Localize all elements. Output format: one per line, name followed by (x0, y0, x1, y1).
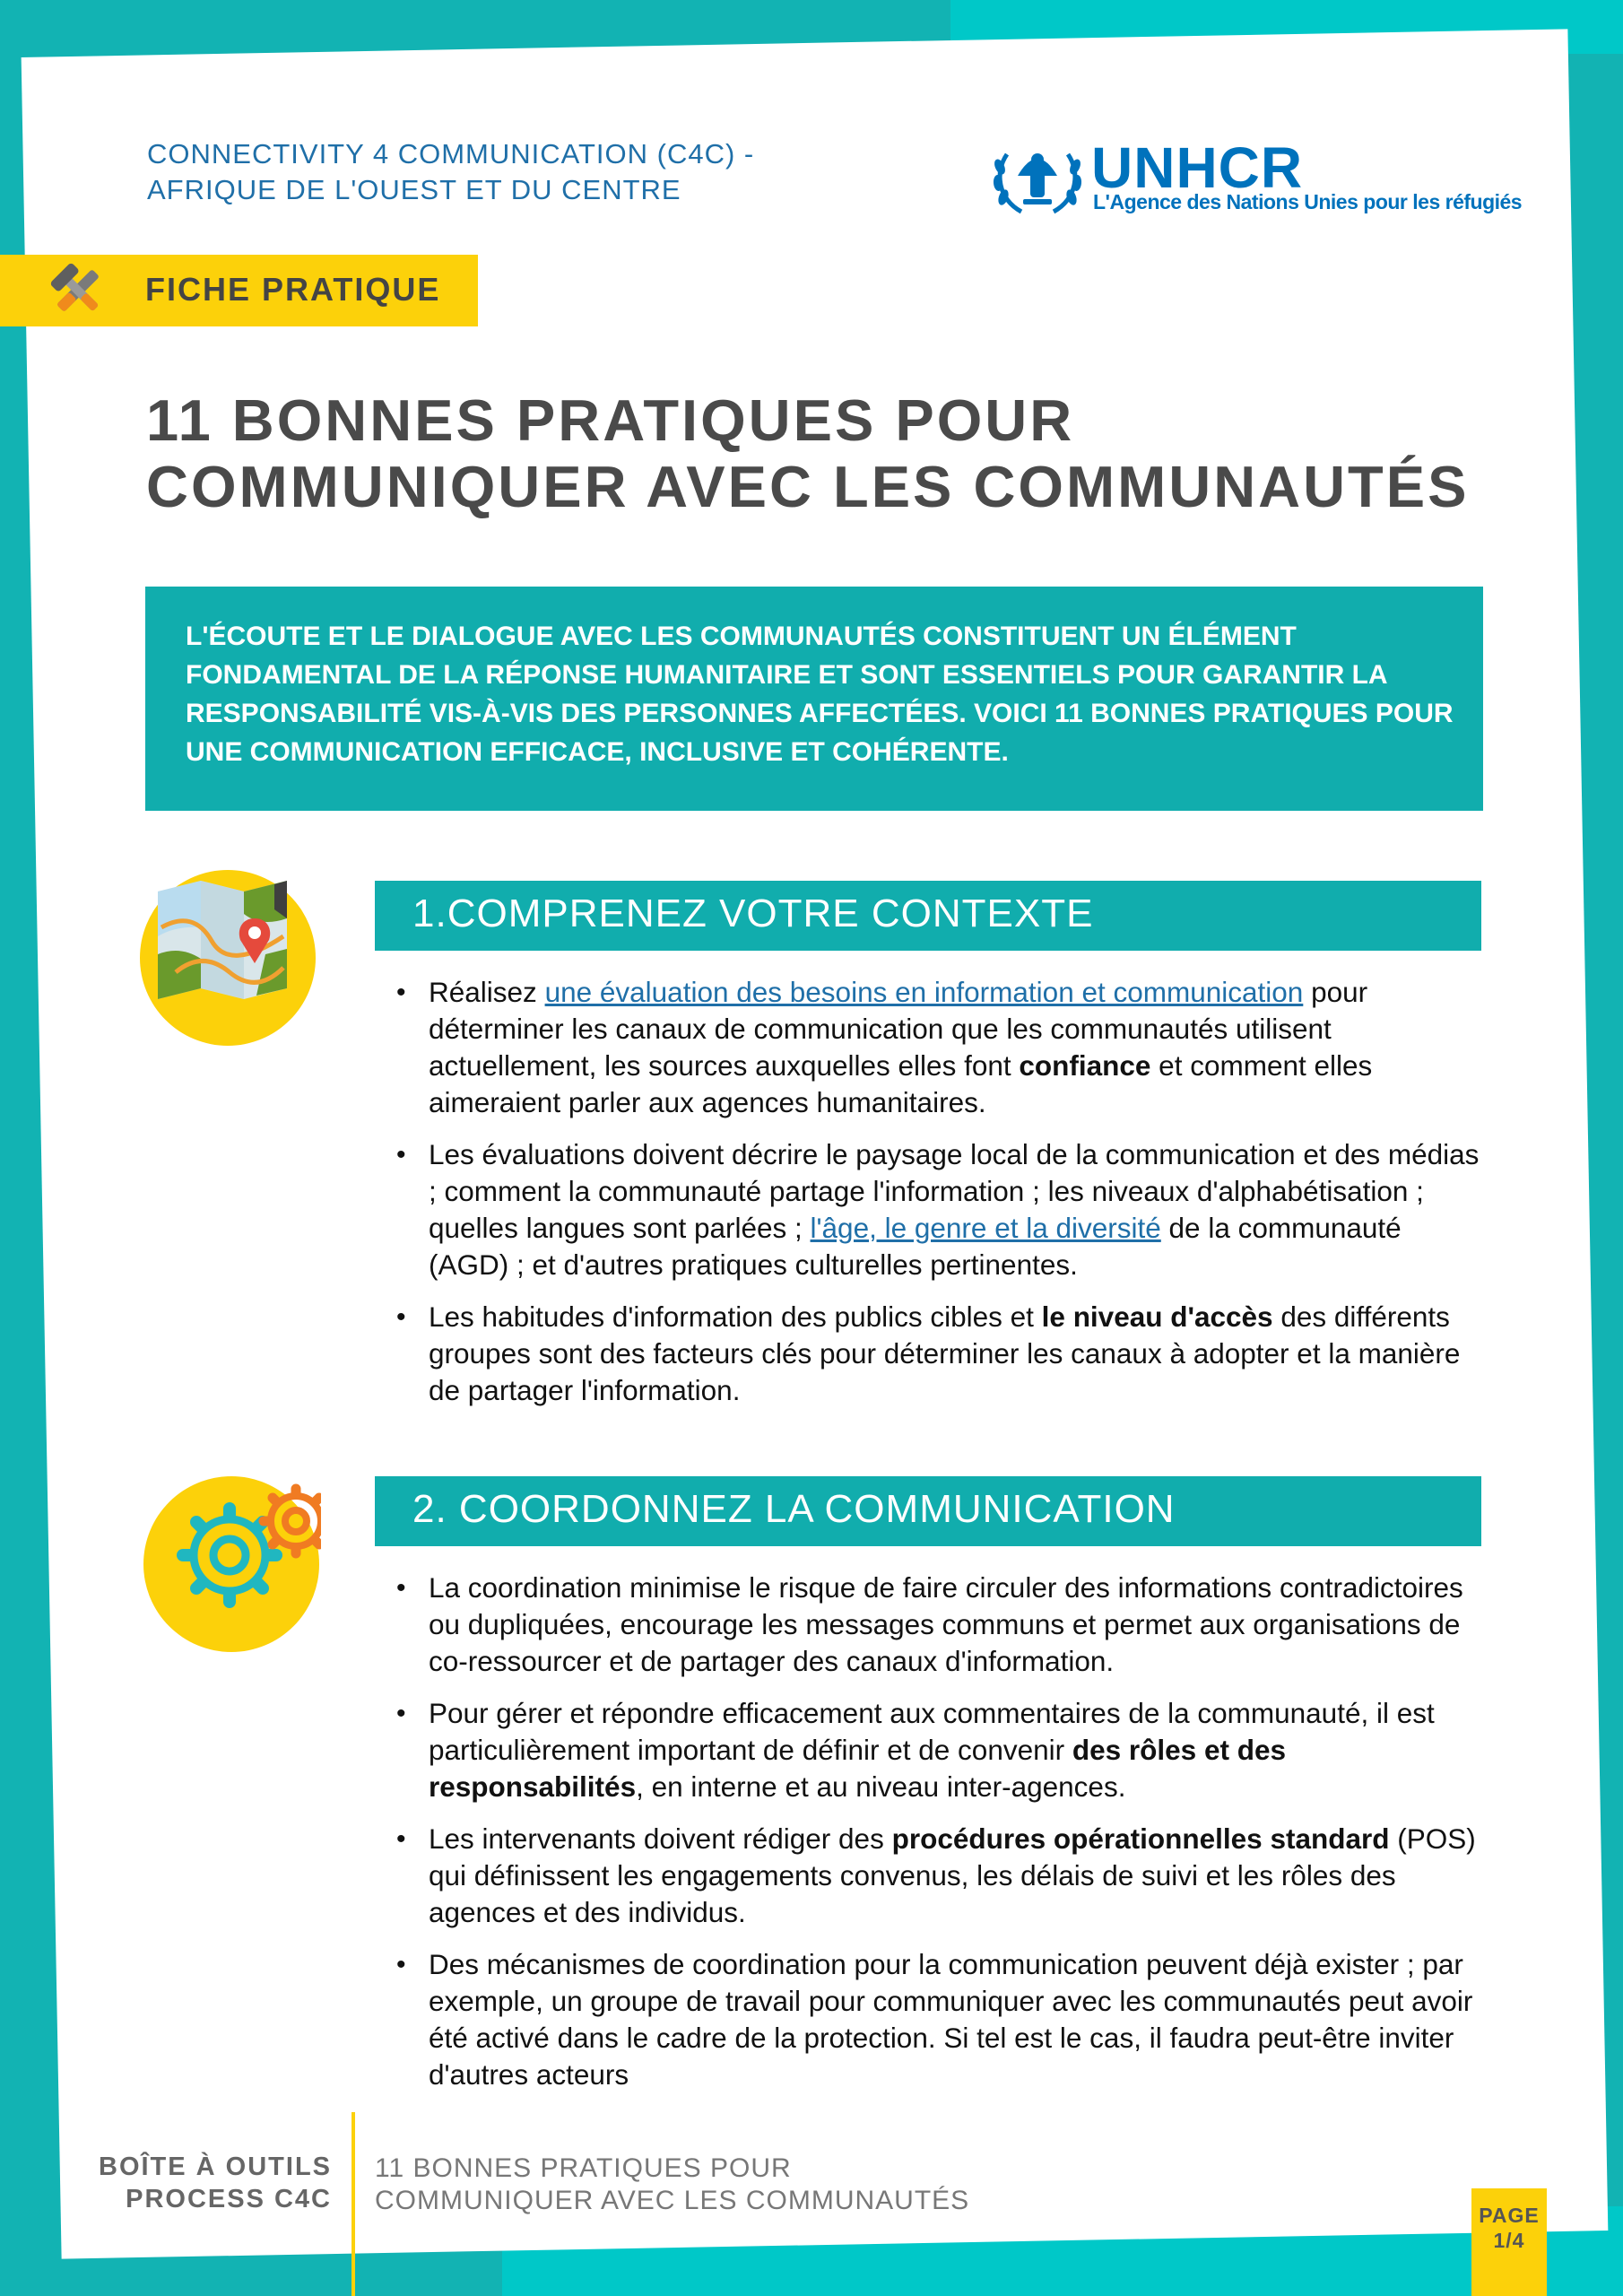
org-header-line1: CONNECTIVITY 4 COMMUNICATION (C4C) - (147, 138, 755, 170)
section-1-list (395, 974, 1488, 1424)
needs-assessment-link[interactable]: une évaluation des besoins en information et communication (544, 976, 1304, 1008)
bullet-text: et comment elles aimeraient parler aux agences humanitaires. (429, 1049, 1373, 1118)
page-title-line1: 11 BONNES PRATIQUES POUR (146, 387, 1075, 453)
tools-icon (47, 262, 109, 319)
org-header (147, 136, 793, 208)
org-header-line2: AFRIQUE DE L'OUEST ET DU CENTRE (147, 174, 681, 205)
bullet-text: Les habitudes d'information des publics cibles et (429, 1300, 1042, 1333)
fiche-pratique-label: FICHE PRATIQUE (145, 271, 441, 308)
section-1-header (375, 881, 1481, 951)
bullet-text: pour déterminer les canaux de communication que les communautés utilisent actuellement, les sources auxquelles elles font (429, 976, 1368, 1082)
bullet-bold-text: confiance (1019, 1049, 1151, 1082)
list-item (395, 974, 1488, 1121)
bullet-text: de la communauté (AGD) ; et d'autres pratiques culturelles pertinentes. (429, 1212, 1402, 1281)
section-2-heading: 2. COORDONNEZ LA COMMUNICATION (412, 1487, 1176, 1531)
footer-title-line1: 11 BONNES PRATIQUES POUR (375, 2153, 792, 2183)
map-pin-icon (138, 868, 317, 1048)
bullet-text: des différents groupes sont des facteurs clés pour déterminer les canaux à adopter et la manière de partager l'information. (429, 1300, 1461, 1406)
list-item (395, 1821, 1488, 1931)
bullet-text: La coordination minimise le risque de faire circuler des informations contradictoires ou dupliquées, encourage les messages communs et permet aux organisations de co-ressourcer et de partager des canaux d'information. (429, 1571, 1463, 1677)
list-item (395, 1570, 1488, 1680)
section-1-heading: 1.COMPRENEZ VOTRE CONTEXTE (412, 891, 1094, 935)
bullet-text: (POS) qui définissent les engagements convenus, les délais de suivi et les rôles des agences et des individus. (429, 1822, 1476, 1928)
footer-toolbox-label (90, 2151, 332, 2215)
bullet-bold-text: des rôles et des responsabilités (429, 1734, 1286, 1803)
list-item (395, 1946, 1488, 2093)
bullet-text: Pour gérer et répondre efficacement aux commentaires de la communauté, il est particulièrement important de définir et de convenir (429, 1697, 1435, 1766)
footer-title-line2: COMMUNIQUER AVEC LES COMMUNAUTÉS (375, 2186, 970, 2215)
bullet-text: , en interne et au niveau inter-agences. (636, 1770, 1126, 1803)
intro-box (145, 587, 1483, 811)
bullet-text: Les intervenants doivent rédiger des (429, 1822, 892, 1855)
page-label: PAGE (1479, 2204, 1540, 2227)
footer-title (375, 2152, 1182, 2217)
age-gender-diversity-link[interactable]: l'âge, le genre et la diversité (810, 1212, 1161, 1244)
bullet-text: Réalisez (429, 976, 545, 1008)
list-item (395, 1695, 1488, 1805)
intro-text: L'ÉCOUTE ET LE DIALOGUE AVEC LES COMMUNAUTÉS CONSTITUENT UN ÉLÉMENT FONDAMENTAL DE LA RÉPONSE HUMANITAIRE ET SONT ESSENTIELS POUR GARANTIR LA RESPONSABILITÉ VIS-À-VIS DES PERSONNES AFFECTÉES. VOICI 11 BONNES PRATIQUES POUR UNE COMMUNICATION EFFICACE, INCLUSIVE ET COHÉRENTE. (186, 622, 1454, 767)
bullet-bold-text: procédures opérationnelles standard (891, 1822, 1390, 1855)
unhcr-logo (991, 133, 1523, 222)
page-number-badge (1471, 2188, 1547, 2296)
footer-divider (352, 2112, 355, 2296)
gears-icon (142, 1474, 321, 1654)
bullet-bold-text: le niveau d'accès (1041, 1300, 1273, 1333)
bullet-text: Des mécanismes de coordination pour la communication peuvent déjà exister ; par exemple, un groupe de travail pour communiquer avec les communautés peut avoir été activé dans le cadre de la protection. Si tel est le cas, il faudra peut-être inviter d'autres acteurs (429, 1948, 1473, 2091)
page-number: 1/4 (1493, 2229, 1525, 2252)
list-item (395, 1136, 1488, 1283)
section-2-header (375, 1476, 1481, 1546)
section-2-list (395, 1570, 1488, 2109)
bullet-text: Les évaluations doivent décrire le paysage local de la communication et des médias ; comment la communauté partage l'information ; les niveaux d'alphabétisation ; quelles langues sont parlées ; (429, 1138, 1480, 1244)
page-title-line2: COMMUNIQUER AVEC LES COMMUNAUTÉS (146, 454, 1470, 519)
footer-left-line1: BOÎTE À OUTILS (99, 2152, 332, 2181)
fiche-pratique-badge (0, 255, 478, 326)
list-item (395, 1299, 1488, 1409)
page-title (146, 387, 1545, 520)
footer-left-line2: PROCESS C4C (126, 2185, 332, 2213)
logo-wordmark: UNHCR (1091, 135, 1304, 200)
logo-subtitle: L'Agence des Nations Unies pour les réfugiés (1093, 190, 1523, 213)
unhcr-emblem-icon (991, 136, 1084, 219)
